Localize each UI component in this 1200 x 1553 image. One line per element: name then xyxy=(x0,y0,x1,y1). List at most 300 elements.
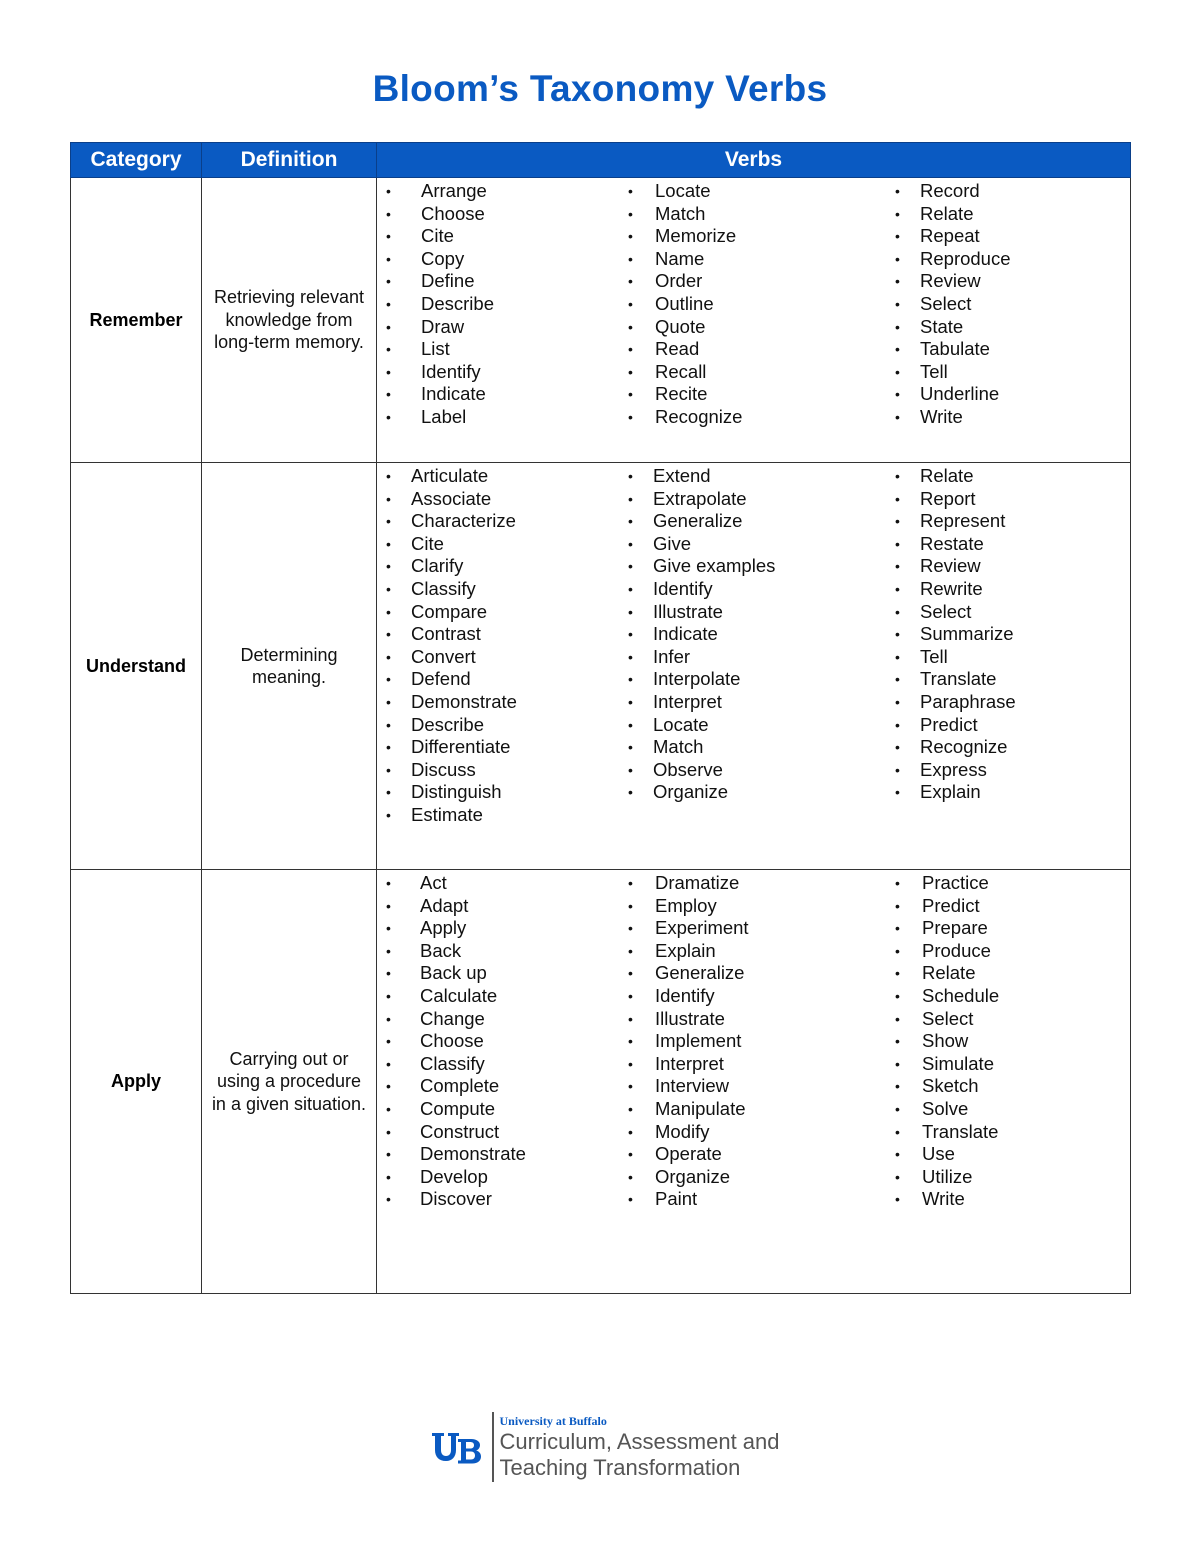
verb-text: Complete xyxy=(420,1075,500,1097)
verb-text: Distinguish xyxy=(411,781,502,803)
bullet-icon: • xyxy=(628,897,633,914)
bullet-icon: • xyxy=(628,273,633,290)
bullet-icon: • xyxy=(895,1100,900,1117)
bullet-icon: • xyxy=(895,1010,900,1027)
verb-text: Label xyxy=(421,405,467,427)
bullet-icon: • xyxy=(386,1146,391,1163)
verb-item xyxy=(619,248,886,271)
verb-text: Locate xyxy=(655,180,711,201)
bullet-icon: • xyxy=(628,648,633,665)
verb-text: Tabulate xyxy=(920,338,990,360)
verb-item xyxy=(377,1143,619,1166)
verb-text: Back xyxy=(420,939,462,961)
verb-item xyxy=(886,962,1126,985)
bullet-icon: • xyxy=(628,1123,633,1140)
verb-item xyxy=(619,293,886,316)
verb-text: Represent xyxy=(920,510,1006,532)
verb-text: Simulate xyxy=(922,1052,994,1074)
bloom-taxonomy-table xyxy=(70,142,1131,1294)
verb-text: Compare xyxy=(411,600,488,622)
verb-text: Interpolate xyxy=(653,668,741,690)
verb-text: Define xyxy=(421,270,475,292)
verb-item xyxy=(377,1121,619,1144)
bullet-icon: • xyxy=(895,535,900,552)
verb-item xyxy=(886,406,1126,429)
verb-text: Convert xyxy=(411,645,476,667)
verb-item xyxy=(619,406,886,429)
verb-text: Back up xyxy=(420,962,487,984)
verb-text: State xyxy=(920,315,964,337)
bullet-icon: • xyxy=(386,468,391,484)
bullet-icon: • xyxy=(895,875,900,891)
verb-text: Develop xyxy=(420,1165,488,1187)
bullet-icon: • xyxy=(386,228,391,245)
bullet-icon: • xyxy=(628,987,633,1004)
verb-text: Organize xyxy=(653,781,729,803)
verb-column xyxy=(886,872,1126,1211)
verb-text: Read xyxy=(655,338,700,360)
verb-text: Produce xyxy=(922,939,991,961)
bullet-icon: • xyxy=(895,295,900,312)
verb-item xyxy=(886,1098,1126,1121)
verb-item xyxy=(619,533,886,556)
category-cell: Apply xyxy=(71,870,202,1294)
verb-item xyxy=(619,361,886,384)
verb-text: Discover xyxy=(420,1188,492,1210)
verb-item xyxy=(377,1030,619,1053)
verb-item xyxy=(886,940,1126,963)
verb-text: Record xyxy=(920,180,980,201)
bullet-icon: • xyxy=(628,716,633,733)
verb-item xyxy=(886,781,1126,804)
verb-item xyxy=(377,293,619,316)
verb-text: Act xyxy=(420,872,447,893)
bullet-icon: • xyxy=(386,363,391,380)
bullet-icon: • xyxy=(628,295,633,312)
verb-text: Indicate xyxy=(421,383,486,405)
verb-item xyxy=(886,895,1126,918)
verb-item xyxy=(377,248,619,271)
verb-text: Paint xyxy=(655,1188,698,1210)
bullet-icon: • xyxy=(895,386,900,403)
university-name: University at Buffalo xyxy=(499,1414,607,1428)
bullet-icon: • xyxy=(895,205,900,222)
verb-item xyxy=(619,510,886,533)
bullet-icon: • xyxy=(895,468,900,484)
verb-text: Contrast xyxy=(411,623,481,645)
verb-text: Characterize xyxy=(411,510,516,532)
bullet-icon: • xyxy=(386,408,391,425)
verb-item xyxy=(377,578,619,601)
verb-text: Apply xyxy=(420,917,467,939)
bullet-icon: • xyxy=(386,716,391,733)
verb-item xyxy=(377,180,619,203)
verb-column xyxy=(377,180,619,429)
bullet-icon: • xyxy=(628,784,633,801)
verb-text: Predict xyxy=(922,894,980,916)
bullet-icon: • xyxy=(895,987,900,1004)
verb-item xyxy=(619,714,886,737)
verb-item xyxy=(886,338,1126,361)
verb-item xyxy=(886,316,1126,339)
verb-text: Recognize xyxy=(655,405,743,427)
verb-text: Report xyxy=(920,487,976,509)
verb-item xyxy=(886,1008,1126,1031)
verb-item xyxy=(619,203,886,226)
verb-text: Solve xyxy=(922,1097,969,1119)
bullet-icon: • xyxy=(386,806,391,823)
verb-item xyxy=(377,691,619,714)
verb-item xyxy=(377,361,619,384)
verb-text: Select xyxy=(920,292,972,314)
bullet-icon: • xyxy=(895,603,900,620)
verb-text: Choose xyxy=(421,202,485,224)
verb-text: Classify xyxy=(420,1052,485,1074)
header-category: Category xyxy=(71,143,202,178)
verb-text: Give examples xyxy=(653,555,776,577)
verb-text: Quote xyxy=(655,315,706,337)
verb-text: Identify xyxy=(653,577,713,599)
bullet-icon: • xyxy=(895,341,900,358)
verb-text: Paraphrase xyxy=(920,690,1016,712)
verb-text: Copy xyxy=(421,247,465,269)
bullet-icon: • xyxy=(628,1010,633,1027)
bullet-icon: • xyxy=(895,1168,900,1185)
verb-item xyxy=(886,383,1126,406)
verb-item xyxy=(886,488,1126,511)
bullet-icon: • xyxy=(895,739,900,756)
verb-text: Demonstrate xyxy=(411,690,517,712)
header-verbs: Verbs xyxy=(377,143,1131,178)
verb-item xyxy=(886,180,1126,203)
verb-text: Relate xyxy=(920,202,974,224)
verb-text: Interpret xyxy=(655,1052,724,1074)
bullet-icon: • xyxy=(628,363,633,380)
verb-text: Review xyxy=(920,555,981,577)
verb-text: Relate xyxy=(922,962,976,984)
verb-item xyxy=(377,406,619,429)
verbs-cell xyxy=(377,870,1131,1294)
verb-item xyxy=(619,488,886,511)
verb-text: Name xyxy=(655,247,705,269)
bullet-icon: • xyxy=(628,535,633,552)
verb-item xyxy=(619,895,886,918)
verb-text: Articulate xyxy=(411,465,489,486)
category-cell: Remember xyxy=(71,178,202,463)
verb-item xyxy=(619,1188,886,1211)
verb-text: Match xyxy=(653,736,704,758)
page-title: Bloom’s Taxonomy Verbs xyxy=(372,68,828,109)
verb-item xyxy=(886,623,1126,646)
table-row-understand xyxy=(71,463,1131,870)
bullet-icon: • xyxy=(895,558,900,575)
verb-text: Express xyxy=(920,758,987,780)
verb-text: Identify xyxy=(421,360,481,382)
bullet-icon: • xyxy=(895,920,900,937)
verb-text: Explain xyxy=(655,939,716,961)
verb-item xyxy=(619,465,886,488)
verb-item xyxy=(619,180,886,203)
verb-text: Prepare xyxy=(922,917,988,939)
verb-text: Choose xyxy=(420,1030,484,1052)
bullet-icon: • xyxy=(628,965,633,982)
verb-text: Order xyxy=(655,270,703,292)
verb-text: Change xyxy=(420,1007,485,1029)
bullet-icon: • xyxy=(895,716,900,733)
verb-text: Recite xyxy=(655,383,708,405)
verb-text: Translate xyxy=(922,1120,999,1142)
verb-item xyxy=(886,465,1126,488)
verb-item xyxy=(886,270,1126,293)
verb-text: Infer xyxy=(653,645,691,667)
verb-item xyxy=(619,225,886,248)
bullet-icon: • xyxy=(386,250,391,267)
verb-item xyxy=(886,985,1126,1008)
verb-item xyxy=(377,488,619,511)
bullet-icon: • xyxy=(386,1010,391,1027)
bullet-icon: • xyxy=(386,784,391,801)
bullet-icon: • xyxy=(628,205,633,222)
bullet-icon: • xyxy=(386,490,391,507)
bullet-icon: • xyxy=(895,363,900,380)
verb-item xyxy=(619,623,886,646)
verb-text: Rewrite xyxy=(920,577,983,599)
verb-text: Give xyxy=(653,532,692,554)
verb-item xyxy=(619,601,886,624)
verb-item xyxy=(886,225,1126,248)
verb-item xyxy=(619,962,886,985)
verb-text: Interpret xyxy=(653,690,722,712)
verb-column xyxy=(886,465,1126,827)
verb-item xyxy=(619,383,886,406)
verb-item xyxy=(619,917,886,940)
verb-item xyxy=(619,1053,886,1076)
bullet-icon: • xyxy=(386,875,391,891)
verb-item xyxy=(619,1075,886,1098)
bullet-icon: • xyxy=(628,228,633,245)
verb-text: Estimate xyxy=(411,803,483,825)
verb-item xyxy=(377,533,619,556)
verb-item xyxy=(886,578,1126,601)
verb-item xyxy=(886,203,1126,226)
bullet-icon: • xyxy=(386,558,391,575)
bullet-icon: • xyxy=(386,739,391,756)
verb-text: Write xyxy=(920,405,963,427)
verb-item xyxy=(619,736,886,759)
bullet-icon: • xyxy=(895,408,900,425)
header-definition: Definition xyxy=(202,143,377,178)
verb-text: Demonstrate xyxy=(420,1143,526,1165)
bullet-icon: • xyxy=(386,1123,391,1140)
verb-text: Review xyxy=(920,270,981,292)
verb-text: Classify xyxy=(411,577,476,599)
verb-text: Show xyxy=(922,1030,969,1052)
bullet-icon: • xyxy=(628,386,633,403)
bullet-icon: • xyxy=(895,490,900,507)
bullet-icon: • xyxy=(895,318,900,335)
bullet-icon: • xyxy=(386,580,391,597)
verb-text: Manipulate xyxy=(655,1097,746,1119)
bullet-icon: • xyxy=(386,295,391,312)
verb-item xyxy=(886,917,1126,940)
verb-item xyxy=(377,781,619,804)
verb-item xyxy=(377,1008,619,1031)
verb-text: Reproduce xyxy=(920,247,1011,269)
bullet-icon: • xyxy=(895,626,900,643)
bullet-icon: • xyxy=(628,693,633,710)
bullet-icon: • xyxy=(386,535,391,552)
verb-text: Associate xyxy=(411,487,492,509)
verb-item xyxy=(619,759,886,782)
verb-item xyxy=(886,601,1126,624)
bullet-icon: • xyxy=(895,693,900,710)
department-line-1: Curriculum, Assessment and xyxy=(499,1429,780,1454)
verb-text: Write xyxy=(922,1188,965,1210)
verb-text: Interview xyxy=(655,1075,730,1097)
definition-cell: Determining meaning. xyxy=(202,463,377,870)
logo-text xyxy=(500,1413,780,1481)
bullet-icon: • xyxy=(628,558,633,575)
verb-item xyxy=(377,316,619,339)
verb-text: Predict xyxy=(920,713,978,735)
verb-text: Identify xyxy=(655,984,715,1006)
ub-logo-icon xyxy=(430,1427,484,1467)
bullet-icon: • xyxy=(386,965,391,982)
verbs-cell xyxy=(377,178,1131,463)
table-row-apply xyxy=(71,870,1131,1294)
verb-text: Construct xyxy=(420,1120,500,1142)
bullet-icon: • xyxy=(628,1100,633,1117)
verb-item xyxy=(619,270,886,293)
bullet-icon: • xyxy=(628,580,633,597)
verb-text: Schedule xyxy=(922,984,1000,1006)
verb-item xyxy=(619,872,886,895)
verb-text: Recognize xyxy=(920,736,1008,758)
verb-item xyxy=(377,917,619,940)
footer-logo xyxy=(430,1410,780,1484)
verb-text: Memorize xyxy=(655,225,737,247)
verb-item xyxy=(619,985,886,1008)
verb-text: Organize xyxy=(655,1165,731,1187)
verb-item xyxy=(886,1075,1126,1098)
bullet-icon: • xyxy=(386,318,391,335)
verb-item xyxy=(377,895,619,918)
verb-text: Locate xyxy=(653,713,709,735)
verb-text: Restate xyxy=(920,532,984,554)
verb-text: Utilize xyxy=(922,1165,973,1187)
verb-text: Repeat xyxy=(920,225,980,247)
bullet-icon: • xyxy=(386,761,391,778)
verbs-cell xyxy=(377,463,1131,870)
bullet-icon: • xyxy=(628,468,633,484)
bullet-icon: • xyxy=(895,1055,900,1072)
verb-item xyxy=(377,872,619,895)
bullet-icon: • xyxy=(386,386,391,403)
bullet-icon: • xyxy=(628,250,633,267)
verb-item xyxy=(886,510,1126,533)
verb-text: Arrange xyxy=(421,180,487,201)
bullet-icon: • xyxy=(895,965,900,982)
bullet-icon: • xyxy=(386,693,391,710)
verb-text: Illustrate xyxy=(653,600,723,622)
verb-item xyxy=(377,1075,619,1098)
verb-text: Illustrate xyxy=(655,1007,725,1029)
verb-item xyxy=(619,555,886,578)
verb-text: Translate xyxy=(920,668,997,690)
bullet-icon: • xyxy=(895,648,900,665)
verb-text: Cite xyxy=(411,532,444,554)
verb-column xyxy=(619,465,886,827)
bullet-icon: • xyxy=(628,1168,633,1185)
verb-item xyxy=(886,1121,1126,1144)
verb-item xyxy=(886,691,1126,714)
verb-text: Experiment xyxy=(655,917,749,939)
verb-item xyxy=(886,736,1126,759)
bullet-icon: • xyxy=(386,897,391,914)
verb-text: Tell xyxy=(920,360,948,382)
bullet-icon: • xyxy=(628,1033,633,1050)
bullet-icon: • xyxy=(895,580,900,597)
bullet-icon: • xyxy=(628,603,633,620)
verb-item xyxy=(377,465,619,488)
bullet-icon: • xyxy=(628,408,633,425)
verb-item xyxy=(377,555,619,578)
verb-text: Clarify xyxy=(411,555,464,577)
verb-text: Practice xyxy=(922,872,989,893)
verb-item xyxy=(377,804,619,827)
bullet-icon: • xyxy=(895,183,900,199)
verb-item xyxy=(886,361,1126,384)
bullet-icon: • xyxy=(628,341,633,358)
bullet-icon: • xyxy=(386,1191,391,1208)
verb-column xyxy=(377,465,619,827)
bullet-icon: • xyxy=(386,205,391,222)
table-row-remember xyxy=(71,178,1131,463)
verb-item xyxy=(886,1053,1126,1076)
bullet-icon: • xyxy=(895,1191,900,1208)
bullet-icon: • xyxy=(895,784,900,801)
bullet-icon: • xyxy=(386,1055,391,1072)
verb-item xyxy=(886,872,1126,895)
verb-item xyxy=(886,1188,1126,1211)
verb-text: Generalize xyxy=(655,962,745,984)
bullet-icon: • xyxy=(386,341,391,358)
bullet-icon: • xyxy=(628,875,633,891)
bullet-icon: • xyxy=(628,920,633,937)
verb-item xyxy=(377,962,619,985)
bullet-icon: • xyxy=(628,671,633,688)
verb-item xyxy=(886,1030,1126,1053)
verb-item xyxy=(886,533,1126,556)
verb-item xyxy=(619,1098,886,1121)
verb-item xyxy=(377,1053,619,1076)
verb-item xyxy=(619,1008,886,1031)
bullet-icon: • xyxy=(895,1146,900,1163)
bullet-icon: • xyxy=(628,1055,633,1072)
bullet-icon: • xyxy=(895,513,900,530)
verb-text: Match xyxy=(655,202,706,224)
bullet-icon: • xyxy=(628,183,633,199)
bullet-icon: • xyxy=(386,671,391,688)
verb-item xyxy=(886,759,1126,782)
verb-item xyxy=(619,1143,886,1166)
verb-text: Extend xyxy=(653,465,711,486)
definition-cell: Retrieving relevant knowledge from long-term memory. xyxy=(202,178,377,463)
bullet-icon: • xyxy=(895,671,900,688)
bullet-icon: • xyxy=(895,761,900,778)
verb-item xyxy=(886,1143,1126,1166)
verb-column xyxy=(619,180,886,429)
